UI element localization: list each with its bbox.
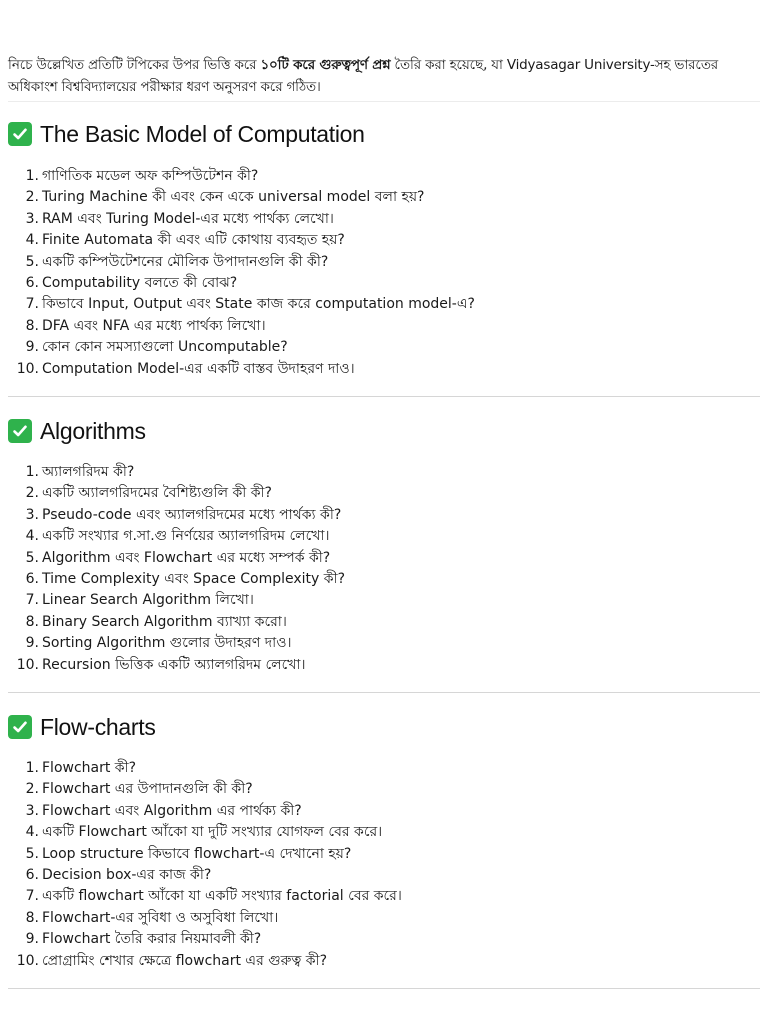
list-item-number: 10. [16, 656, 39, 673]
list-item-number: 10. [16, 952, 39, 969]
question-list [0, 166, 740, 380]
divider [8, 396, 760, 397]
list-item-number: 9. [25, 339, 39, 356]
section-heading [8, 712, 156, 742]
question-text: একটি flowchart আঁকো যা একটি সংখ্যার factorial বের করে। [42, 888, 402, 905]
section-heading [8, 119, 365, 149]
list-item-number: 7. [25, 888, 39, 905]
list-item-number: 8. [25, 909, 39, 926]
question-text: Sorting Algorithm গুলোর উদাহরণ দাও। [42, 635, 292, 652]
list-item [0, 337, 740, 358]
question-text: একটি কম্পিউটেশনের মৌলিক উপাদানগুলি কী কী? [42, 253, 329, 270]
question-text: Pseudo-code এবং অ্যালগরিদমের মধ্যে পার্থক্য কী? [42, 506, 342, 523]
question-text: Time Complexity এবং Space Complexity কী? [42, 570, 346, 587]
list-item [0, 273, 740, 294]
list-item-number: 8. [25, 317, 39, 334]
list-item [0, 758, 740, 779]
question-text: Flowchart এর উপাদানগুলি কী কী? [42, 781, 253, 798]
list-item [0, 187, 740, 208]
list-item [0, 886, 740, 907]
divider [8, 692, 760, 693]
list-item [0, 526, 740, 547]
question-text: Computation Model-এর একটি বাস্তব উদাহরণ দাও। [42, 360, 355, 377]
question-text: একটি সংখ্যার গ.সা.গু নির্ণয়ের অ্যালগরিদম লেখো। [42, 528, 330, 545]
list-item [0, 316, 740, 337]
divider [8, 988, 760, 989]
divider [8, 101, 760, 102]
question-text: RAM এবং Turing Model-এর মধ্যে পার্থক্য লেখো। [42, 210, 334, 227]
question-text: Algorithm এবং Flowchart এর মধ্যে সম্পর্ক কী? [42, 549, 331, 566]
list-item-number: 7. [25, 592, 39, 609]
question-text: Flowchart তৈরি করার নিয়মাবলী কী? [42, 931, 262, 948]
list-item [0, 590, 740, 611]
check-mark-button-icon [8, 419, 32, 443]
list-item-number: 1. [25, 760, 39, 776]
question-text: DFA এবং NFA এর মধ্যে পার্থক্য লিখো। [42, 317, 266, 334]
question-text: একটি অ্যালগরিদমের বৈশিষ্ট্যগুলি কী কী? [42, 485, 272, 502]
list-item [0, 633, 740, 654]
question-text: Flowchart-এর সুবিধা ও অসুবিধা লিখো। [42, 909, 279, 926]
list-item [0, 865, 740, 886]
question-text: Flowchart এবং Algorithm এর পার্থক্য কী? [42, 802, 302, 819]
list-item [0, 655, 740, 676]
question-text: গাণিতিক মডেল অফ কম্পিউটেশন কী? [42, 168, 259, 184]
list-item [0, 462, 740, 483]
list-item [0, 612, 740, 633]
list-item [0, 230, 740, 251]
list-item [0, 779, 740, 800]
list-item-number: 5. [25, 253, 39, 270]
list-item-number: 6. [25, 570, 39, 587]
list-item [0, 209, 740, 230]
question-text: একটি Flowchart আঁকো যা দুটি সংখ্যার যোগফল বের করে। [42, 824, 383, 841]
list-item-number: 10. [16, 360, 39, 377]
list-item [0, 166, 740, 187]
list-item-number: 3. [25, 802, 39, 819]
check-mark-button-icon [8, 122, 32, 146]
list-item [0, 359, 740, 380]
check-mark-button-icon [8, 715, 32, 739]
list-item [0, 548, 740, 569]
section-heading [8, 416, 146, 446]
question-text: Linear Search Algorithm লিখো। [42, 592, 254, 609]
list-item-number: 8. [25, 613, 39, 630]
list-item [0, 801, 740, 822]
list-item-number: 2. [25, 781, 39, 798]
list-item-number: 2. [25, 189, 39, 206]
question-text: Finite Automata কী এবং এটি কোথায় ব্যবহৃত হয়? [42, 232, 345, 249]
list-item-number: 5. [25, 845, 39, 862]
list-item-number: 1. [25, 168, 39, 184]
list-item-number: 4. [25, 824, 39, 841]
list-item-number: 3. [25, 210, 39, 227]
list-item [0, 252, 740, 273]
intro-text-before: নিচে উল্লেখিত প্রতিটি টপিকের উপর ভিত্তি করে [8, 56, 261, 73]
question-text: Loop structure কিভাবে flowchart-এ দেখানো হয়? [42, 845, 352, 862]
question-text: Binary Search Algorithm ব্যাখ্যা করো। [42, 613, 287, 630]
list-item [0, 929, 740, 950]
list-item [0, 505, 740, 526]
question-text: Recursion ভিত্তিক একটি অ্যালগরিদম লেখো। [42, 656, 306, 673]
question-list [0, 758, 740, 972]
list-item [0, 569, 740, 590]
question-list [0, 462, 740, 676]
question-text: Flowchart কী? [42, 760, 137, 776]
list-item-number: 1. [25, 464, 39, 480]
list-item [0, 822, 740, 843]
list-item-number: 7. [25, 296, 39, 313]
list-item-number: 5. [25, 549, 39, 566]
list-item [0, 483, 740, 504]
question-text: কিভাবে Input, Output এবং State কাজ করে computation model-এ? [42, 296, 475, 313]
list-item-number: 6. [25, 866, 39, 883]
list-item-number: 4. [25, 528, 39, 545]
list-item [0, 951, 740, 972]
list-item [0, 908, 740, 929]
section-title: The Basic Model of Computation [40, 120, 365, 147]
list-item-number: 2. [25, 485, 39, 502]
list-item-number: 9. [25, 931, 39, 948]
list-item-number: 3. [25, 506, 39, 523]
list-item [0, 294, 740, 315]
question-text: প্রোগ্রামিং শেখার ক্ষেত্রে flowchart এর গুরুত্ব কী? [42, 952, 328, 969]
question-text: Computability বলতে কী বোঝ? [42, 274, 238, 291]
intro-bold-text: ১০টি করে গুরুত্বপূর্ণ প্রশ্ন [260, 56, 391, 73]
intro-paragraph [8, 54, 753, 98]
section-title: Flow-charts [40, 713, 156, 740]
question-text: কোন কোন সমস্যাগুলো Uncomputable? [42, 339, 288, 356]
section-title: Algorithms [40, 417, 146, 444]
question-text: অ্যালগরিদম কী? [42, 464, 135, 480]
list-item [0, 844, 740, 865]
list-item-number: 9. [25, 635, 39, 652]
intro-text-after: তৈরি করা হয়েছে, যা Vidyasagar University-সহ ভারতের অধিকাংশ বিশ্ববিদ্যালয়ের পরীক্ষার ধরণ অনুসরণ করে গঠিত। [8, 56, 718, 95]
question-text: Turing Machine কী এবং কেন একে universal model বলা হয়? [42, 189, 425, 206]
list-item-number: 6. [25, 274, 39, 291]
list-item-number: 4. [25, 232, 39, 249]
question-text: Decision box-এর কাজ কী? [42, 866, 212, 883]
